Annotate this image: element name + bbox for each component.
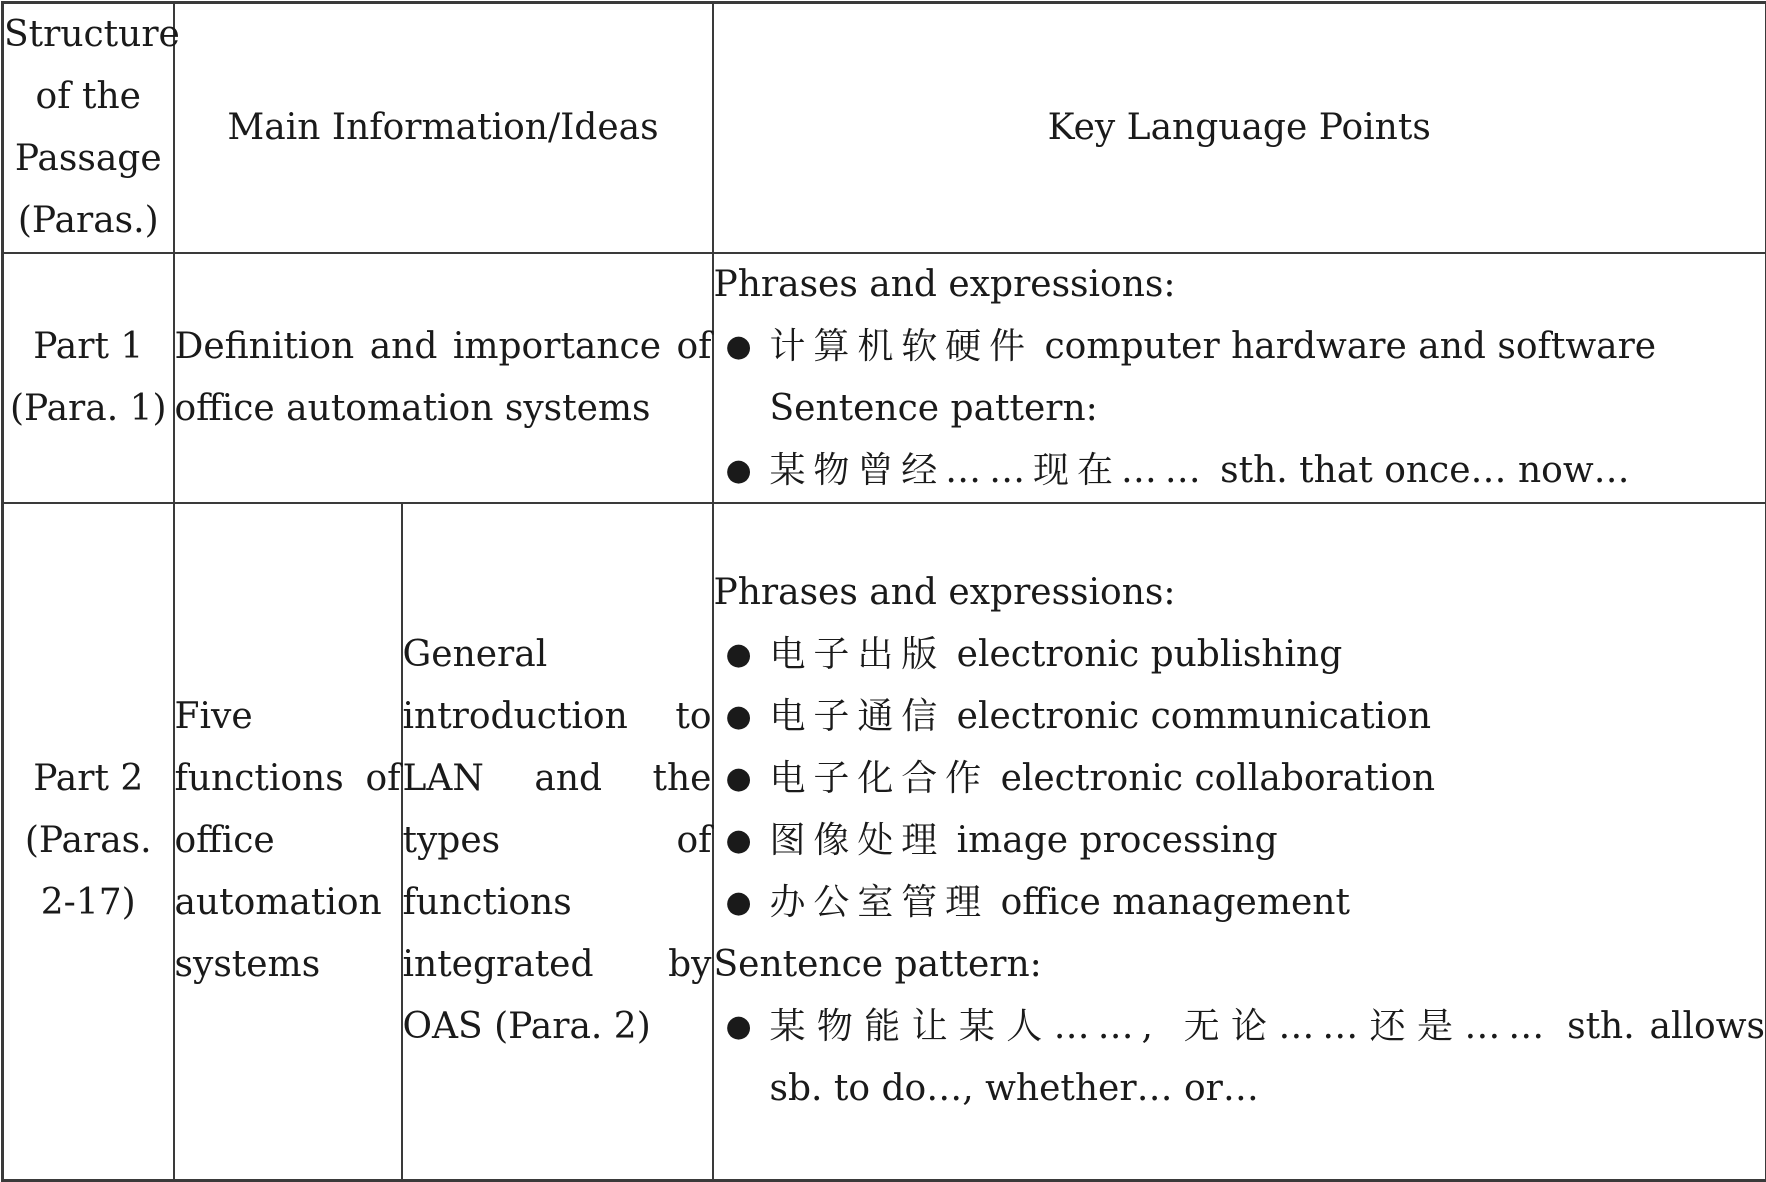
bullet-icon: ● bbox=[726, 440, 752, 502]
phrase-cn: 计算机软硬件 bbox=[770, 326, 1034, 367]
phrase-en: electronic collaboration bbox=[1001, 758, 1436, 799]
bullet-icon: ● bbox=[726, 810, 752, 872]
phrase-en: electronic communication bbox=[957, 696, 1431, 737]
sentence-en: sth. allows sb. to do…, whether… or… bbox=[770, 1006, 1766, 1109]
table-row bbox=[3, 253, 1766, 503]
phrase-en: office management bbox=[1001, 882, 1350, 923]
header-key-points-cell bbox=[713, 3, 1766, 254]
table-row bbox=[3, 503, 1766, 1180]
list-item bbox=[714, 316, 1766, 378]
part-2-main-info-right-cell bbox=[402, 503, 713, 1180]
part-2-paras: (Paras. bbox=[4, 810, 173, 872]
header-structure-cell bbox=[3, 3, 174, 254]
passage-structure-table bbox=[1, 1, 1766, 1182]
phrases-label: Phrases and expressions: bbox=[714, 254, 1766, 316]
bullet-icon: ● bbox=[726, 624, 752, 686]
header-structure-line: Passage bbox=[4, 128, 173, 190]
phrase-cn: 图像处理 bbox=[770, 820, 946, 861]
part-2-main-info-right: General introduction to LAN and the types of functions integrated by OAS (Para. 2) bbox=[403, 624, 712, 1058]
header-main-info-label: Main Information/Ideas bbox=[227, 107, 658, 148]
header-main-info-cell bbox=[174, 3, 713, 254]
list-item bbox=[714, 872, 1766, 934]
sentence-list bbox=[714, 996, 1766, 1120]
list-item bbox=[714, 686, 1766, 748]
sentence-cn: 某物能让某人……, 无论……还是…… bbox=[770, 1006, 1553, 1047]
part-1-key-points-cell bbox=[713, 253, 1766, 503]
part-2-key-points-cell bbox=[713, 503, 1766, 1180]
table-header-row bbox=[3, 3, 1766, 254]
part-2-main-info-left-cell bbox=[174, 503, 402, 1180]
part-1-main-info-cell bbox=[174, 253, 713, 503]
bullet-icon: ● bbox=[726, 996, 752, 1058]
phrase-cn: 电子通信 bbox=[770, 696, 946, 737]
list-item bbox=[714, 748, 1766, 810]
sentence-pattern-label: Sentence pattern: bbox=[714, 378, 1766, 440]
list-item bbox=[714, 440, 1766, 502]
part-1-main-info: Definition and importance of office automation systems bbox=[175, 316, 712, 440]
sentence-pattern-label: Sentence pattern: bbox=[714, 934, 1766, 996]
sentence-en: sth. that once… now… bbox=[1220, 450, 1629, 491]
phrase-en: image processing bbox=[957, 820, 1278, 861]
list-item bbox=[714, 810, 1766, 872]
phrase-list bbox=[714, 316, 1766, 378]
phrase-en: electronic publishing bbox=[957, 634, 1343, 675]
bullet-icon: ● bbox=[726, 748, 752, 810]
bullet-icon: ● bbox=[726, 316, 752, 378]
phrase-cn: 电子出版 bbox=[770, 634, 946, 675]
header-structure-line: of the bbox=[4, 66, 173, 128]
bullet-icon: ● bbox=[726, 872, 752, 934]
bullet-icon: ● bbox=[726, 686, 752, 748]
part-2-cell bbox=[3, 503, 174, 1180]
part-1-cell bbox=[3, 253, 174, 503]
sentence-cn: 某物曾经……现在…… bbox=[770, 450, 1209, 491]
part-2-paras-cont: 2-17) bbox=[4, 872, 173, 934]
phrase-en: computer hardware and software bbox=[1044, 326, 1656, 367]
part-1-label: Part 1 bbox=[4, 316, 173, 378]
sentence-list bbox=[714, 440, 1766, 502]
list-item bbox=[714, 624, 1766, 686]
list-item bbox=[714, 996, 1766, 1120]
header-structure-line: (Paras.) bbox=[4, 190, 173, 252]
part-2-label: Part 2 bbox=[4, 748, 173, 810]
part-2-main-info-left: Five functions of office automation systems bbox=[175, 686, 401, 996]
phrase-cn: 办公室管理 bbox=[770, 882, 990, 923]
part-1-paras: (Para. 1) bbox=[4, 378, 173, 440]
phrases-label: Phrases and expressions: bbox=[714, 562, 1766, 624]
header-key-points-label: Key Language Points bbox=[1048, 107, 1431, 148]
phrase-cn: 电子化合作 bbox=[770, 758, 990, 799]
header-structure-line: Structure bbox=[4, 4, 173, 66]
phrase-list bbox=[714, 624, 1766, 934]
